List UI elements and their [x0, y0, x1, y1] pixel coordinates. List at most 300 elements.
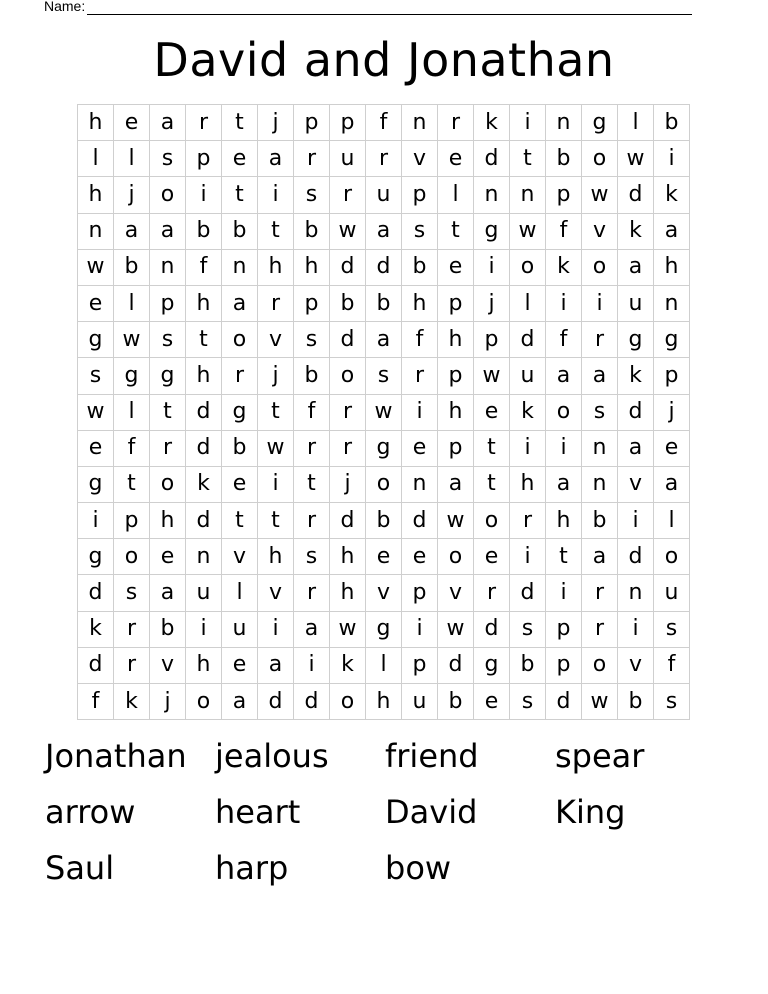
- grid-cell[interactable]: s: [114, 575, 150, 611]
- grid-cell[interactable]: j: [654, 395, 690, 431]
- grid-cell[interactable]: w: [78, 395, 114, 431]
- grid-cell[interactable]: p: [294, 105, 330, 141]
- grid-cell[interactable]: i: [294, 648, 330, 684]
- grid-cell[interactable]: n: [186, 539, 222, 575]
- grid-cell[interactable]: b: [294, 358, 330, 394]
- grid-cell[interactable]: a: [150, 105, 186, 141]
- grid-cell[interactable]: j: [330, 467, 366, 503]
- grid-cell[interactable]: g: [654, 322, 690, 358]
- word-bank-item: David: [385, 793, 478, 831]
- name-field: [44, 0, 692, 15]
- grid-cell[interactable]: d: [474, 612, 510, 648]
- grid-cell[interactable]: w: [258, 431, 294, 467]
- grid-cell[interactable]: o: [150, 177, 186, 213]
- grid-cell[interactable]: t: [546, 539, 582, 575]
- grid-cell[interactable]: a: [618, 250, 654, 286]
- grid-cell[interactable]: w: [582, 177, 618, 213]
- grid-cell[interactable]: k: [618, 358, 654, 394]
- grid-cell[interactable]: g: [474, 214, 510, 250]
- grid-cell[interactable]: h: [294, 250, 330, 286]
- grid-cell[interactable]: r: [114, 612, 150, 648]
- grid-cell[interactable]: n: [510, 177, 546, 213]
- grid-cell[interactable]: j: [150, 684, 186, 720]
- grid-cell[interactable]: h: [510, 467, 546, 503]
- grid-cell[interactable]: u: [510, 358, 546, 394]
- grid-cell[interactable]: a: [654, 214, 690, 250]
- grid-cell[interactable]: f: [402, 322, 438, 358]
- grid-cell[interactable]: a: [222, 684, 258, 720]
- grid-cell[interactable]: d: [510, 322, 546, 358]
- grid-cell[interactable]: w: [78, 250, 114, 286]
- grid-cell[interactable]: r: [330, 177, 366, 213]
- grid-cell[interactable]: w: [438, 503, 474, 539]
- grid-cell[interactable]: i: [258, 177, 294, 213]
- grid-cell[interactable]: i: [474, 250, 510, 286]
- grid-cell[interactable]: e: [222, 141, 258, 177]
- grid-cell[interactable]: g: [78, 539, 114, 575]
- grid-cell[interactable]: h: [546, 503, 582, 539]
- grid-cell[interactable]: h: [258, 539, 294, 575]
- grid-cell[interactable]: g: [78, 322, 114, 358]
- grid-cell[interactable]: r: [402, 358, 438, 394]
- grid-cell[interactable]: s: [294, 539, 330, 575]
- grid-cell[interactable]: f: [546, 214, 582, 250]
- grid-cell[interactable]: b: [582, 503, 618, 539]
- word-bank-item: harp: [215, 849, 289, 887]
- grid-cell[interactable]: b: [402, 250, 438, 286]
- grid-cell[interactable]: l: [114, 141, 150, 177]
- grid-cell[interactable]: r: [474, 575, 510, 611]
- grid-cell[interactable]: r: [582, 322, 618, 358]
- word-bank-item: arrow: [45, 793, 136, 831]
- grid-cell[interactable]: p: [546, 612, 582, 648]
- grid-cell[interactable]: h: [78, 105, 114, 141]
- grid-cell[interactable]: u: [618, 286, 654, 322]
- grid-cell[interactable]: o: [546, 395, 582, 431]
- grid-cell[interactable]: t: [510, 141, 546, 177]
- grid-cell[interactable]: o: [186, 684, 222, 720]
- grid-cell[interactable]: i: [78, 503, 114, 539]
- grid-cell[interactable]: e: [438, 250, 474, 286]
- grid-cell[interactable]: p: [438, 358, 474, 394]
- grid-cell[interactable]: o: [582, 141, 618, 177]
- word-bank-item: King: [555, 793, 626, 831]
- grid-cell[interactable]: f: [366, 105, 402, 141]
- grid-cell[interactable]: o: [582, 250, 618, 286]
- grid-cell[interactable]: i: [510, 539, 546, 575]
- grid-cell[interactable]: r: [114, 648, 150, 684]
- grid-cell[interactable]: w: [582, 684, 618, 720]
- grid-cell[interactable]: u: [222, 612, 258, 648]
- grid-cell[interactable]: d: [78, 648, 114, 684]
- grid-cell[interactable]: s: [150, 322, 186, 358]
- grid-cell[interactable]: a: [258, 648, 294, 684]
- grid-cell[interactable]: n: [582, 431, 618, 467]
- grid-cell[interactable]: w: [618, 141, 654, 177]
- grid-cell[interactable]: s: [510, 684, 546, 720]
- grid-cell[interactable]: d: [330, 250, 366, 286]
- grid-cell[interactable]: o: [510, 250, 546, 286]
- grid-cell[interactable]: n: [654, 286, 690, 322]
- grid-cell[interactable]: d: [618, 395, 654, 431]
- grid-cell[interactable]: p: [330, 105, 366, 141]
- grid-cell[interactable]: h: [186, 648, 222, 684]
- grid-cell[interactable]: a: [438, 467, 474, 503]
- grid-cell[interactable]: e: [78, 431, 114, 467]
- grid-cell[interactable]: a: [654, 467, 690, 503]
- grid-cell[interactable]: d: [510, 575, 546, 611]
- grid-cell[interactable]: e: [438, 141, 474, 177]
- grid-cell[interactable]: e: [402, 539, 438, 575]
- grid-cell[interactable]: t: [258, 395, 294, 431]
- grid-cell[interactable]: t: [474, 467, 510, 503]
- grid-cell[interactable]: d: [474, 141, 510, 177]
- grid-cell[interactable]: e: [654, 431, 690, 467]
- grid-cell[interactable]: w: [114, 322, 150, 358]
- grid-cell[interactable]: i: [186, 612, 222, 648]
- grid-cell[interactable]: n: [222, 250, 258, 286]
- grid-cell[interactable]: l: [510, 286, 546, 322]
- word-bank: [45, 734, 725, 902]
- grid-cell[interactable]: l: [618, 105, 654, 141]
- grid-cell[interactable]: r: [294, 141, 330, 177]
- grid-cell[interactable]: r: [366, 141, 402, 177]
- word-bank-item: Saul: [45, 849, 115, 887]
- grid-cell[interactable]: i: [654, 141, 690, 177]
- grid-cell[interactable]: r: [294, 431, 330, 467]
- grid-cell[interactable]: o: [222, 322, 258, 358]
- grid-cell[interactable]: l: [438, 177, 474, 213]
- grid-cell[interactable]: a: [222, 286, 258, 322]
- grid-cell[interactable]: t: [222, 105, 258, 141]
- grid-cell[interactable]: b: [330, 286, 366, 322]
- grid-cell[interactable]: s: [294, 177, 330, 213]
- grid-cell[interactable]: e: [402, 431, 438, 467]
- grid-cell[interactable]: d: [366, 250, 402, 286]
- grid-cell[interactable]: r: [150, 431, 186, 467]
- grid-cell[interactable]: o: [474, 503, 510, 539]
- grid-cell[interactable]: t: [438, 214, 474, 250]
- grid-cell[interactable]: a: [546, 467, 582, 503]
- grid-cell[interactable]: r: [294, 575, 330, 611]
- word-bank-item: friend: [385, 737, 479, 775]
- grid-cell[interactable]: h: [654, 250, 690, 286]
- grid-cell[interactable]: o: [438, 539, 474, 575]
- grid-cell[interactable]: n: [402, 105, 438, 141]
- grid-cell[interactable]: g: [114, 358, 150, 394]
- grid-cell[interactable]: b: [366, 286, 402, 322]
- grid-cell[interactable]: p: [186, 141, 222, 177]
- grid-cell[interactable]: l: [366, 648, 402, 684]
- grid-cell[interactable]: k: [186, 467, 222, 503]
- grid-cell[interactable]: b: [654, 105, 690, 141]
- grid-cell[interactable]: k: [510, 395, 546, 431]
- grid-cell[interactable]: b: [186, 214, 222, 250]
- grid-cell[interactable]: t: [294, 467, 330, 503]
- word-search-grid: [77, 104, 690, 720]
- grid-cell[interactable]: k: [114, 684, 150, 720]
- grid-cell[interactable]: l: [654, 503, 690, 539]
- grid-cell[interactable]: r: [258, 286, 294, 322]
- grid-cell[interactable]: n: [546, 105, 582, 141]
- grid-cell[interactable]: s: [294, 322, 330, 358]
- grid-cell[interactable]: i: [618, 503, 654, 539]
- grid-cell[interactable]: l: [78, 141, 114, 177]
- grid-cell[interactable]: o: [330, 358, 366, 394]
- grid-cell[interactable]: o: [366, 467, 402, 503]
- grid-cell[interactable]: w: [366, 395, 402, 431]
- grid-cell[interactable]: h: [150, 503, 186, 539]
- grid-cell[interactable]: w: [474, 358, 510, 394]
- grid-cell[interactable]: g: [618, 322, 654, 358]
- grid-cell[interactable]: g: [474, 648, 510, 684]
- grid-cell[interactable]: d: [258, 684, 294, 720]
- grid-cell[interactable]: s: [582, 395, 618, 431]
- grid-cell[interactable]: d: [330, 322, 366, 358]
- grid-cell[interactable]: n: [150, 250, 186, 286]
- grid-cell[interactable]: p: [294, 286, 330, 322]
- grid-cell[interactable]: e: [474, 539, 510, 575]
- grid-cell[interactable]: g: [366, 431, 402, 467]
- grid-cell[interactable]: h: [402, 286, 438, 322]
- grid-cell[interactable]: b: [150, 612, 186, 648]
- grid-cell[interactable]: o: [114, 539, 150, 575]
- grid-cell[interactable]: r: [186, 105, 222, 141]
- grid-cell[interactable]: p: [402, 177, 438, 213]
- grid-cell[interactable]: e: [114, 105, 150, 141]
- grid-cell[interactable]: j: [474, 286, 510, 322]
- grid-cell[interactable]: i: [546, 575, 582, 611]
- grid-cell[interactable]: b: [222, 431, 258, 467]
- grid-cell[interactable]: s: [78, 358, 114, 394]
- grid-cell[interactable]: d: [78, 575, 114, 611]
- grid-cell[interactable]: v: [366, 575, 402, 611]
- grid-cell[interactable]: h: [366, 684, 402, 720]
- grid-cell[interactable]: i: [186, 177, 222, 213]
- grid-cell[interactable]: d: [438, 648, 474, 684]
- grid-cell[interactable]: n: [474, 177, 510, 213]
- grid-cell[interactable]: t: [186, 322, 222, 358]
- grid-cell[interactable]: f: [654, 648, 690, 684]
- grid-cell[interactable]: b: [294, 214, 330, 250]
- grid-cell[interactable]: r: [510, 503, 546, 539]
- grid-cell[interactable]: h: [438, 322, 474, 358]
- grid-cell[interactable]: v: [582, 214, 618, 250]
- grid-cell[interactable]: w: [330, 214, 366, 250]
- grid-cell[interactable]: d: [618, 539, 654, 575]
- grid-cell[interactable]: b: [366, 503, 402, 539]
- grid-cell[interactable]: j: [258, 358, 294, 394]
- grid-cell[interactable]: f: [186, 250, 222, 286]
- grid-cell[interactable]: d: [330, 503, 366, 539]
- grid-cell[interactable]: i: [546, 431, 582, 467]
- grid-cell[interactable]: i: [402, 395, 438, 431]
- grid-cell[interactable]: p: [474, 322, 510, 358]
- grid-cell[interactable]: a: [258, 141, 294, 177]
- grid-cell[interactable]: f: [546, 322, 582, 358]
- grid-cell[interactable]: a: [150, 575, 186, 611]
- grid-cell[interactable]: l: [114, 395, 150, 431]
- grid-cell[interactable]: n: [618, 575, 654, 611]
- grid-cell[interactable]: e: [474, 395, 510, 431]
- grid-cell[interactable]: p: [546, 177, 582, 213]
- grid-cell[interactable]: j: [258, 105, 294, 141]
- grid-cell[interactable]: b: [438, 684, 474, 720]
- grid-cell[interactable]: a: [366, 322, 402, 358]
- grid-cell[interactable]: a: [114, 214, 150, 250]
- grid-cell[interactable]: v: [222, 539, 258, 575]
- grid-cell[interactable]: o: [150, 467, 186, 503]
- grid-cell[interactable]: i: [510, 431, 546, 467]
- grid-cell[interactable]: h: [258, 250, 294, 286]
- grid-cell[interactable]: v: [150, 648, 186, 684]
- grid-cell[interactable]: k: [546, 250, 582, 286]
- name-label: Name:: [44, 0, 86, 14]
- grid-cell[interactable]: d: [186, 431, 222, 467]
- grid-cell[interactable]: e: [366, 539, 402, 575]
- grid-cell[interactable]: v: [618, 467, 654, 503]
- grid-cell[interactable]: k: [78, 612, 114, 648]
- grid-cell[interactable]: i: [618, 612, 654, 648]
- grid-cell[interactable]: p: [114, 503, 150, 539]
- grid-cell[interactable]: v: [402, 141, 438, 177]
- grid-cell[interactable]: u: [654, 575, 690, 611]
- grid-cell[interactable]: u: [330, 141, 366, 177]
- grid-cell[interactable]: g: [582, 105, 618, 141]
- grid-cell[interactable]: p: [402, 575, 438, 611]
- grid-cell[interactable]: o: [654, 539, 690, 575]
- grid-cell[interactable]: l: [222, 575, 258, 611]
- grid-cell[interactable]: p: [402, 648, 438, 684]
- grid-cell[interactable]: d: [546, 684, 582, 720]
- grid-cell[interactable]: a: [150, 214, 186, 250]
- grid-cell[interactable]: r: [438, 105, 474, 141]
- grid-cell[interactable]: k: [654, 177, 690, 213]
- grid-cell[interactable]: u: [366, 177, 402, 213]
- grid-cell[interactable]: e: [78, 286, 114, 322]
- grid-cell[interactable]: e: [222, 648, 258, 684]
- grid-cell[interactable]: s: [150, 141, 186, 177]
- grid-cell[interactable]: j: [114, 177, 150, 213]
- grid-cell[interactable]: f: [294, 395, 330, 431]
- grid-cell[interactable]: p: [546, 648, 582, 684]
- grid-cell[interactable]: l: [114, 286, 150, 322]
- grid-cell[interactable]: w: [438, 612, 474, 648]
- grid-cell[interactable]: k: [330, 648, 366, 684]
- grid-cell[interactable]: t: [258, 503, 294, 539]
- grid-cell[interactable]: t: [150, 395, 186, 431]
- grid-cell[interactable]: d: [294, 684, 330, 720]
- grid-cell[interactable]: u: [186, 575, 222, 611]
- grid-cell[interactable]: w: [330, 612, 366, 648]
- grid-cell[interactable]: t: [222, 177, 258, 213]
- grid-cell[interactable]: o: [330, 684, 366, 720]
- grid-cell[interactable]: t: [114, 467, 150, 503]
- grid-cell[interactable]: e: [222, 467, 258, 503]
- grid-cell[interactable]: s: [510, 612, 546, 648]
- grid-cell[interactable]: h: [438, 395, 474, 431]
- grid-cell[interactable]: a: [582, 539, 618, 575]
- grid-cell[interactable]: b: [618, 684, 654, 720]
- grid-cell[interactable]: r: [222, 358, 258, 394]
- grid-cell[interactable]: b: [546, 141, 582, 177]
- grid-cell[interactable]: d: [186, 395, 222, 431]
- grid-cell[interactable]: r: [582, 575, 618, 611]
- grid-cell[interactable]: h: [186, 358, 222, 394]
- grid-cell[interactable]: n: [582, 467, 618, 503]
- grid-cell[interactable]: h: [330, 539, 366, 575]
- grid-cell[interactable]: a: [618, 431, 654, 467]
- grid-cell[interactable]: w: [510, 214, 546, 250]
- grid-cell[interactable]: h: [186, 286, 222, 322]
- grid-cell[interactable]: b: [114, 250, 150, 286]
- grid-cell[interactable]: b: [222, 214, 258, 250]
- grid-cell[interactable]: f: [114, 431, 150, 467]
- grid-cell[interactable]: b: [510, 648, 546, 684]
- grid-cell[interactable]: r: [582, 612, 618, 648]
- grid-cell[interactable]: p: [654, 358, 690, 394]
- grid-cell[interactable]: i: [402, 612, 438, 648]
- grid-cell[interactable]: s: [654, 612, 690, 648]
- word-bank-item: heart: [215, 793, 301, 831]
- grid-cell[interactable]: t: [222, 503, 258, 539]
- grid-cell[interactable]: n: [402, 467, 438, 503]
- grid-cell[interactable]: p: [438, 286, 474, 322]
- grid-cell[interactable]: v: [258, 322, 294, 358]
- grid-cell[interactable]: i: [546, 286, 582, 322]
- grid-cell[interactable]: v: [618, 648, 654, 684]
- grid-cell[interactable]: a: [546, 358, 582, 394]
- grid-cell[interactable]: g: [366, 612, 402, 648]
- grid-cell[interactable]: a: [366, 214, 402, 250]
- grid-cell[interactable]: s: [654, 684, 690, 720]
- grid-cell[interactable]: g: [78, 467, 114, 503]
- grid-cell[interactable]: r: [330, 395, 366, 431]
- grid-cell[interactable]: d: [186, 503, 222, 539]
- grid-cell[interactable]: r: [330, 431, 366, 467]
- grid-cell[interactable]: v: [258, 575, 294, 611]
- grid-cell[interactable]: h: [78, 177, 114, 213]
- grid-cell[interactable]: g: [222, 395, 258, 431]
- grid-cell[interactable]: a: [294, 612, 330, 648]
- grid-cell[interactable]: v: [438, 575, 474, 611]
- grid-cell[interactable]: p: [150, 286, 186, 322]
- grid-cell[interactable]: u: [402, 684, 438, 720]
- grid-cell[interactable]: s: [366, 358, 402, 394]
- grid-cell[interactable]: i: [258, 467, 294, 503]
- grid-cell[interactable]: t: [258, 214, 294, 250]
- grid-cell[interactable]: d: [402, 503, 438, 539]
- grid-cell[interactable]: g: [150, 358, 186, 394]
- grid-cell[interactable]: i: [510, 105, 546, 141]
- grid-cell[interactable]: i: [582, 286, 618, 322]
- grid-cell[interactable]: t: [474, 431, 510, 467]
- grid-cell[interactable]: r: [294, 503, 330, 539]
- grid-cell[interactable]: s: [402, 214, 438, 250]
- grid-cell[interactable]: i: [258, 612, 294, 648]
- grid-cell[interactable]: k: [618, 214, 654, 250]
- grid-cell[interactable]: n: [78, 214, 114, 250]
- grid-cell[interactable]: k: [474, 105, 510, 141]
- grid-cell[interactable]: p: [438, 431, 474, 467]
- grid-cell[interactable]: f: [78, 684, 114, 720]
- grid-cell[interactable]: a: [582, 358, 618, 394]
- grid-cell[interactable]: o: [582, 648, 618, 684]
- grid-cell[interactable]: e: [150, 539, 186, 575]
- grid-cell[interactable]: h: [330, 575, 366, 611]
- grid-cell[interactable]: e: [474, 684, 510, 720]
- grid-cell[interactable]: d: [618, 177, 654, 213]
